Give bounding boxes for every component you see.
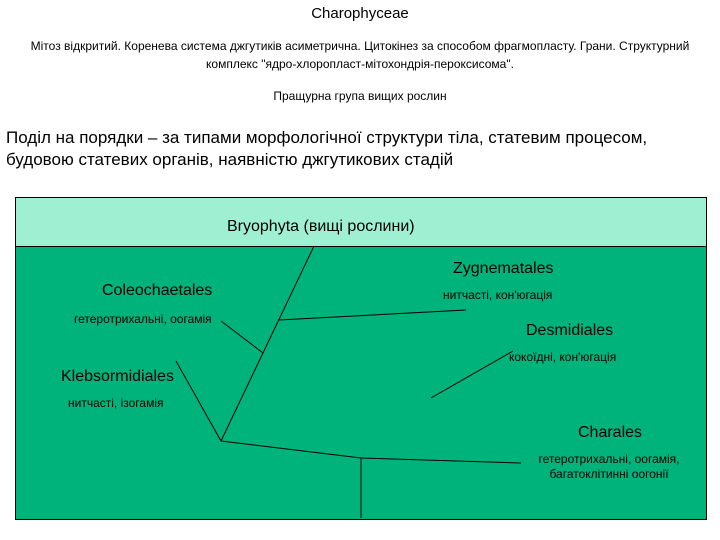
branch-to-charales: [361, 458, 521, 463]
charales-label: Charales: [578, 424, 643, 441]
zygnematales-traits: нитчасті, кон'югація: [443, 288, 553, 302]
page-title: Charophyceae: [311, 5, 409, 22]
charales-traits: гетеротрихальні, оогамія, багатоклітинні оогонії: [538, 452, 680, 481]
coleochaetales-label: Coleochaetales: [102, 282, 213, 299]
ancestral-group-caption: Пращурна група вищих рослин: [273, 89, 447, 103]
desmidiales-traits: кокоїдні, кон'югація: [509, 350, 617, 364]
division-description: Поділ на порядки – за типами морфологічної структури тіла, статевим процесом, будовою статевих органів, наявністю джгутикових стадій: [6, 128, 648, 169]
klebsormidiales-traits: нитчасті, ізогамія: [68, 396, 164, 410]
zygnematales-label: Zygnematales: [453, 260, 554, 277]
klebsormidiales-label: Klebsormidiales: [61, 368, 174, 385]
phylogeny-diagram: [15, 197, 707, 520]
branch-to-desmidiales: [431, 351, 513, 398]
branch-to-coleochaetales: [221, 321, 263, 353]
stem-to-bryophyta: [221, 246, 314, 441]
desmidiales-label: Desmidiales: [526, 322, 614, 339]
subtitle: Мітоз відкритий. Коренева система джгутиків асиметрична. Цитокінез за способом фрагмопласту. Грани. Структурний комплекс "ядро-хлоропласт-мітохондрія-пероксисома".: [30, 39, 690, 71]
bryophyta-label: Bryophyta (вищі рослини): [227, 218, 415, 235]
branch-to-klebsormidiales: [176, 361, 221, 441]
branch-to-zygnematales: [279, 310, 466, 320]
main-left-branch: [221, 441, 361, 458]
coleochaetales-traits: гетеротрихальні, оогамія: [74, 312, 212, 326]
